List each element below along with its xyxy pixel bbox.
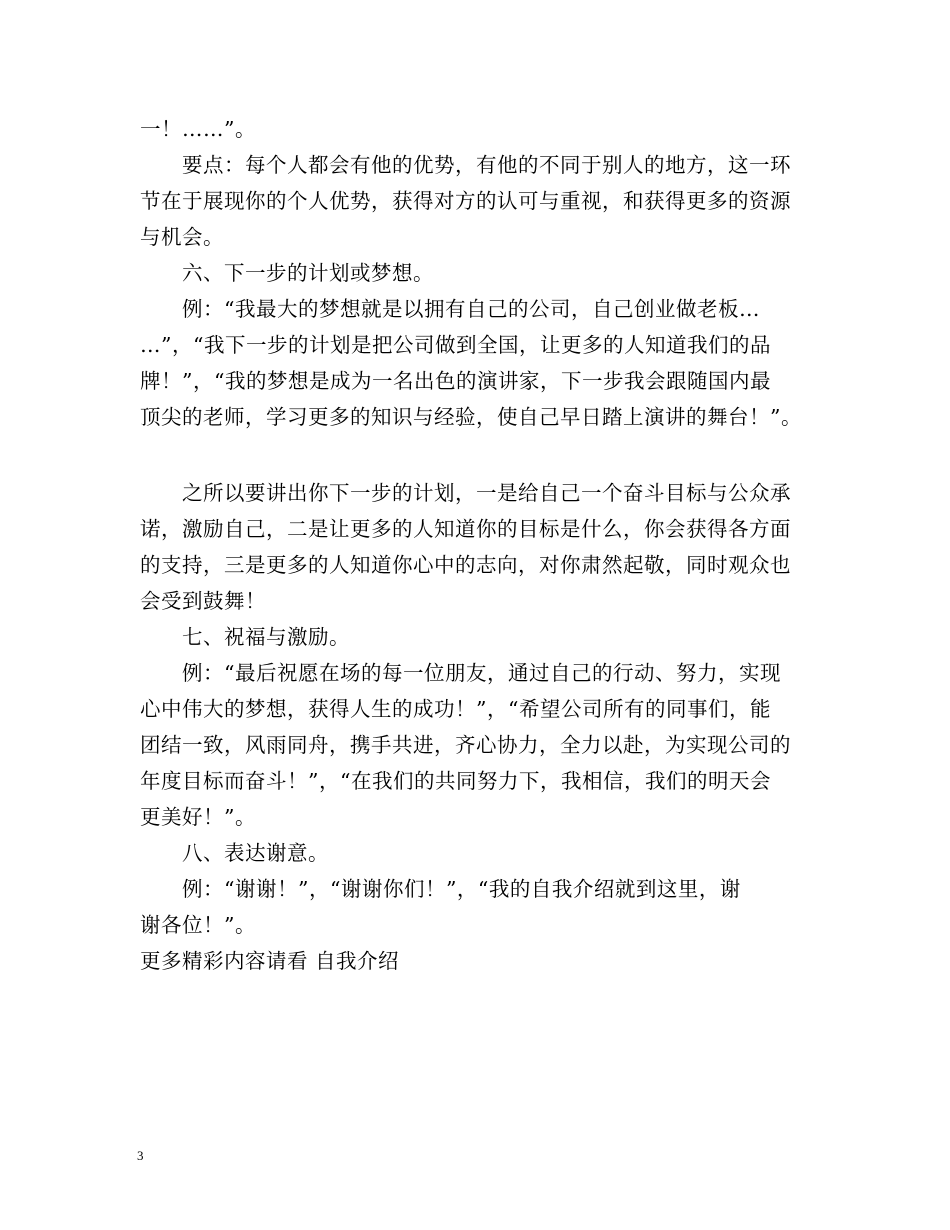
section-heading: 六、下一步的计划或梦想。: [182, 261, 434, 285]
text-line: 心中伟大的梦想，获得人生的成功！”，“希望公司所有的同事们，能: [140, 697, 771, 721]
text-line: 例：“最后祝愿在场的每一位朋友，通过自己的行动、努力，实现: [182, 661, 781, 685]
text-line: 牌！”，“我的梦想是成为一名出色的演讲家，下一步我会跟随国内最: [140, 369, 771, 393]
text-line: 例：“谢谢！”，“谢谢你们！”，“我的自我介绍就到这里，谢: [182, 877, 741, 901]
text-line: 会受到鼓舞！: [140, 589, 266, 613]
text-line: 之所以要讲出你下一步的计划，一是给自己一个奋斗目标与公众承: [182, 481, 791, 505]
text-line: 顶尖的老师，学习更多的知识与经验，使自己早日踏上演讲的舞台！”。: [140, 405, 802, 429]
text-line: 年度目标而奋斗！”，“在我们的共同努力下，我相信，我们的明天会: [140, 769, 771, 793]
text-line: 要点：每个人都会有他的优势，有他的不同于别人的地方，这一环: [182, 153, 791, 177]
text-line: 节在于展现你的个人优势，获得对方的认可与重视，和获得更多的资源: [140, 189, 791, 213]
text-line: 谢各位！”。: [140, 913, 256, 937]
more-content-link[interactable]: 更多精彩内容请看 自我介绍: [140, 949, 400, 973]
text-line: 一！……”。: [140, 117, 256, 141]
text-line: …”，“我下一步的计划是把公司做到全国，让更多的人知道我们的品: [140, 333, 771, 357]
paragraph-spacer: [140, 435, 820, 475]
text-line: 的支持，三是更多的人知道你心中的志向，对你肃然起敬，同时观众也: [140, 553, 791, 577]
page-number: 3: [137, 1148, 144, 1163]
text-line: 团结一致，风雨同舟，携手共进，齐心协力，全力以赴，为实现公司的: [140, 733, 791, 757]
section-heading: 七、祝福与激励。: [182, 625, 350, 649]
text-line: 例：“我最大的梦想就是以拥有自己的公司，自己创业做老板…: [182, 297, 760, 321]
document-body: [140, 111, 820, 979]
text-line: 与机会。: [140, 225, 224, 249]
section-heading: 八、表达谢意。: [182, 841, 329, 865]
text-line: 更美好！”。: [140, 805, 256, 829]
text-line: 诺，激励自己，二是让更多的人知道你的目标是什么，你会获得各方面: [140, 517, 791, 541]
